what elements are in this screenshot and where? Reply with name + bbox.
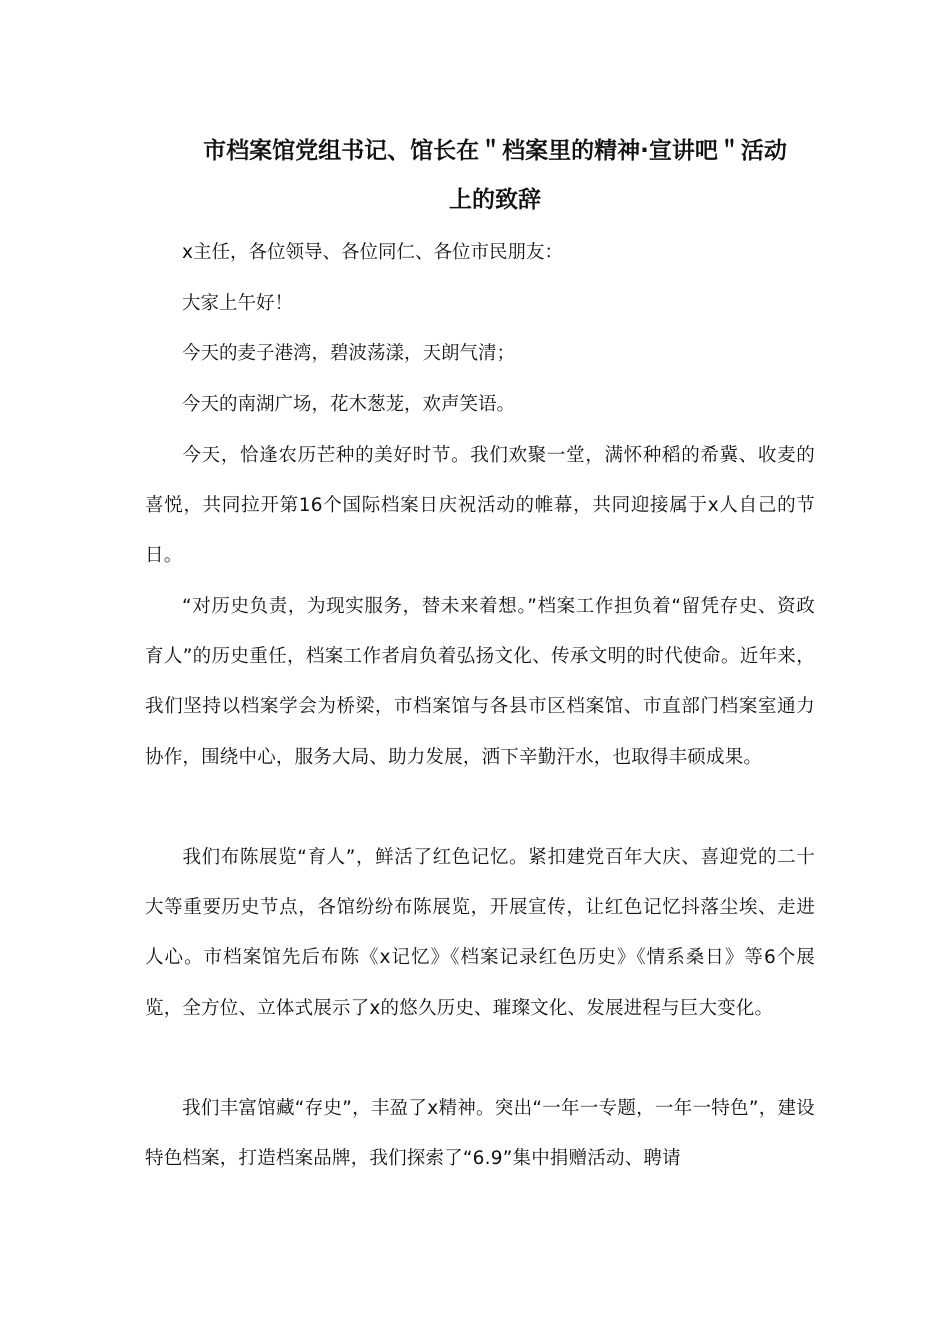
document-title-line-2: 上的致辞 [449,187,541,213]
greeting: 大家上午好！ [182,293,294,314]
paragraph-text: 我们布陈展览“育人”，鲜活了红色记忆。紧扣建党百年大庆、喜迎党的二十大等重要历史节点，各馆纷纷布陈展览，开展宣传，让红色记忆抖落尘埃、走进人心。市档案馆先后布陈《x记忆》《档案记录红色历史》《情系桑日》等6个展览，全方位、立体式展示了x的悠久历史、璀璨文化、发展进程与巨大变化。 [145,847,815,1019]
paragraph [145,431,815,582]
paragraph-text: 我们丰富馆藏“存史”，丰盈了x精神。突出“一年一专题，一年一特色”，建设特色档案，打造档案品牌，我们探索了“6.9”集中捐赠活动、聘请 [145,1098,815,1170]
verse-line-1: 今天的麦子港湾，碧波荡漾，天朗气清； [182,343,516,364]
paragraph-text: 今天，恰逢农历芒种的美好时节。我们欢聚一堂，满怀种稻的希冀、收麦的喜悦，共同拉开第16个国际档案日庆祝活动的帷幕，共同迎接属于x人自己的节日。 [145,445,815,567]
paragraph [145,833,815,1034]
verse-line-2: 今天的南湖广场，花木葱茏，欢声笑语。 [182,394,516,415]
paragraph-text: “对历史负责，为现实服务，替未来着想。”档案工作担负着“留凭存史、资政育人”的历史重任，档案工作者肩负着弘扬文化、传承文明的时代使命。近年来，我们坚持以档案学会为桥梁，市档案馆与各县市区档案馆、市直部门档案室通力协作，围绕中心，服务大局、助力发展，洒下辛勤汗水，也取得丰硕成果。 [145,596,815,768]
paragraph [145,1084,815,1184]
document-title-line-1: 市档案馆党组书记、馆长在＂档案里的精神·宣讲吧＂活动 [203,138,787,164]
salutation: x主任，各位领导、各位同仁、各位市民朋友： [182,242,563,263]
paragraph [145,582,815,783]
